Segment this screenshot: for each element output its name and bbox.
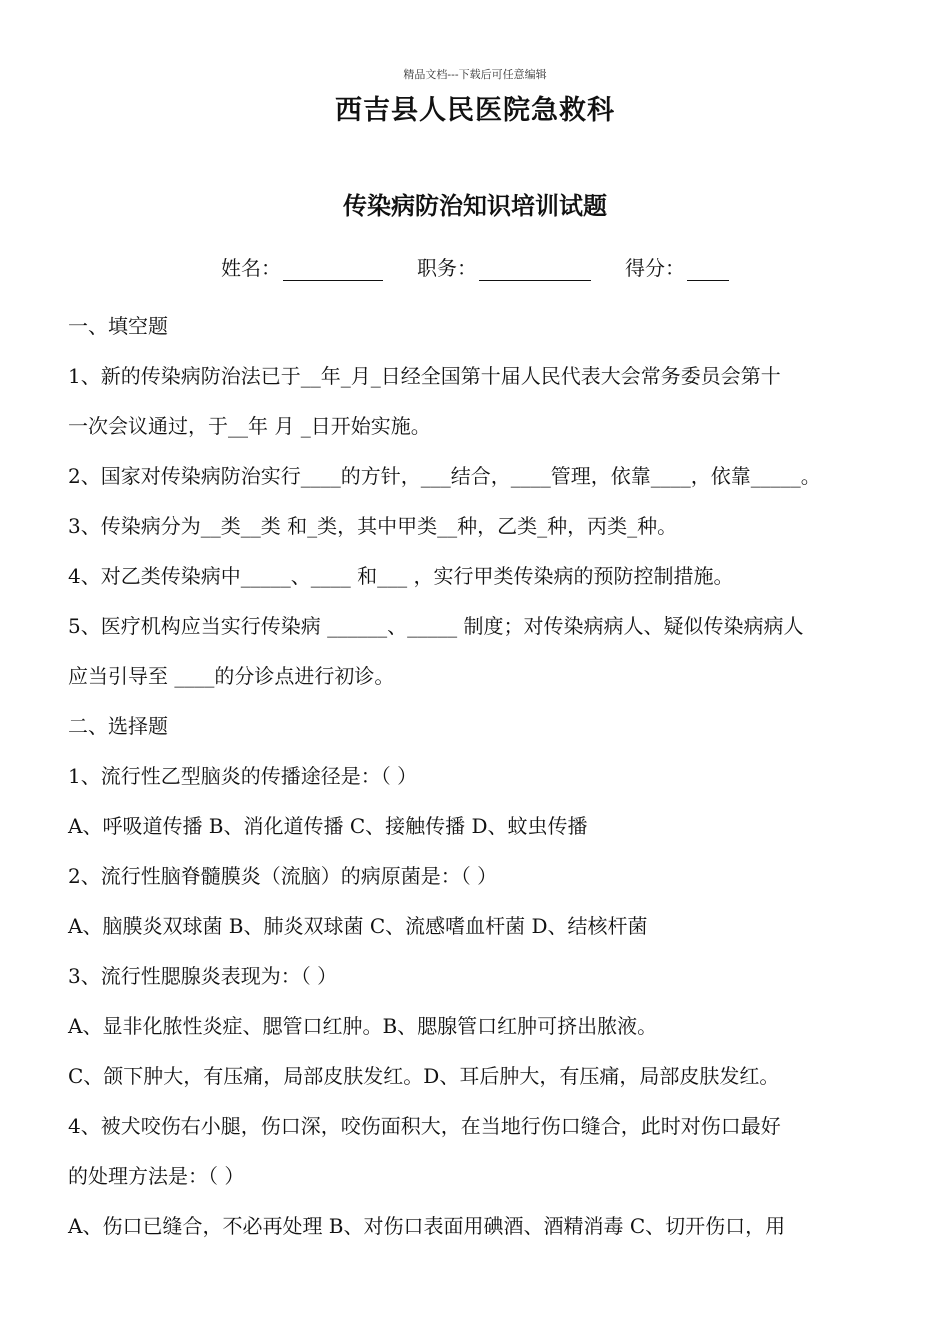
section-heading-fill: 一、填空题	[68, 314, 168, 338]
header-note: 精品文档---下载后可任意编辑	[403, 68, 547, 81]
score-blank[interactable]	[687, 260, 729, 281]
exam-title: 传染病防治知识培训试题	[343, 191, 607, 220]
position-field	[417, 252, 591, 281]
question-line: 4、被犬咬伤右小腿，伤口深，咬伤面积大，在当地行伤口缝合，此时对伤口最好	[68, 1114, 781, 1138]
question-line: 3、流行性腮腺炎表现为：（ ）	[68, 964, 338, 988]
info-row	[0, 252, 950, 281]
section-heading-choice: 二、选择题	[68, 714, 168, 738]
hospital-title: 西吉县人民医院急救科	[335, 95, 615, 126]
options-line: A、显非化脓性炎症、腮管口红肿。B、腮腺管口红肿可挤出脓液。	[68, 1014, 658, 1038]
score-label: 得分：	[625, 256, 685, 280]
options-line: C、颌下肿大，有压痛，局部皮肤发红。D、耳后肿大，有压痛，局部皮肤发红。	[68, 1064, 780, 1088]
options-line: A、呼吸道传播 B、消化道传播 C、接触传播 D、蚊虫传播	[68, 814, 588, 838]
question-line: 2、流行性脑脊髓膜炎（流脑）的病原菌是：（ ）	[68, 864, 498, 888]
question-line: 1、流行性乙型脑炎的传播途径是：（ ）	[68, 764, 418, 788]
question-line: 5、医疗机构应当实行传染病 ______、_____ 制度；对传染病病人、疑似传染病病人	[68, 614, 804, 638]
position-blank[interactable]	[479, 260, 591, 281]
question-line: 3、传染病分为__类__类 和_类，其中甲类__种，乙类_种，丙类_种。	[68, 514, 678, 538]
question-line: 1、新的传染病防治法已于__年_月_日经全国第十届人民代表大会常务委员会第十	[68, 364, 781, 388]
position-label: 职务：	[417, 256, 477, 280]
question-line: 应当引导至 ____的分诊点进行初诊。	[68, 664, 395, 688]
question-line: 2、国家对传染病防治实行____的方针，___结合，____管理，依靠____，依靠_____。	[68, 464, 821, 488]
question-line: 的处理方法是：（ ）	[68, 1164, 245, 1188]
score-field	[625, 252, 729, 281]
options-line: A、伤口已缝合，不必再处理 B、对伤口表面用碘酒、酒精消毒 C、切开伤口，用	[68, 1214, 786, 1238]
options-line: A、脑膜炎双球菌 B、肺炎双球菌 C、流感嗜血杆菌 D、结核杆菌	[68, 914, 648, 938]
question-line: 4、对乙类传染病中_____、____ 和___ ，实行甲类传染病的预防控制措施。	[68, 564, 734, 588]
name-field	[221, 252, 383, 281]
name-blank[interactable]	[283, 260, 383, 281]
question-line: 一次会议通过，于__年 月 _日开始实施。	[68, 414, 431, 438]
name-label: 姓名：	[221, 256, 281, 280]
